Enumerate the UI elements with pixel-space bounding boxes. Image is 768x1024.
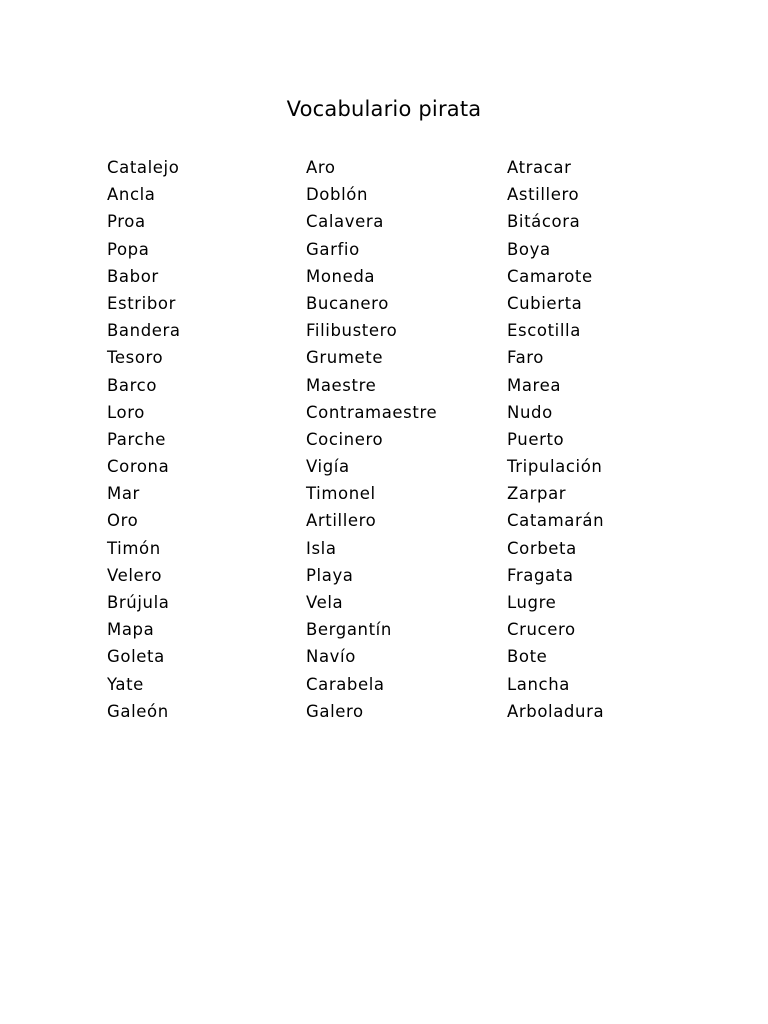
word-item: Maestre [306,375,377,395]
word-columns [0,154,768,734]
word-item: Estribor [107,293,177,313]
word-item: Corbeta [507,538,577,558]
word-item: Zarpar [507,484,567,504]
word-item: Filibustero [306,321,398,341]
word-item: Tesoro [107,348,164,368]
word-item: Bitácora [507,212,581,232]
word-item: Yate [107,674,144,694]
word-item: Playa [306,565,354,585]
word-item: Lancha [507,674,571,694]
word-item: Astillero [507,185,580,205]
word-item: Babor [107,266,159,286]
word-item: Bergantín [306,620,392,640]
word-item: Oro [107,511,139,531]
word-item: Mapa [107,620,155,640]
word-item: Goleta [107,647,165,667]
word-item: Mar [107,484,140,504]
word-item: Brújula [107,593,170,612]
word-item: Atracar [507,158,572,177]
word-item: Loro [107,402,145,422]
word-item: Vela [306,593,344,612]
word-item: Popa [107,239,150,259]
word-item: Galeón [107,701,169,721]
word-item: Aro [306,158,336,177]
word-item: Garfio [306,239,360,259]
word-item: Cubierta [507,293,583,313]
word-item: Nudo [507,402,553,422]
word-item: Lugre [507,593,557,612]
word-item: Arboladura [507,701,605,721]
word-column-1 [107,154,181,725]
word-item: Vigía [306,457,350,477]
word-item: Galero [306,701,364,721]
word-item: Puerto [507,429,565,449]
word-item: Corona [107,457,170,477]
word-item: Faro [507,348,545,368]
word-item: Contramaestre [306,402,438,422]
word-item: Tripulación [507,457,603,477]
word-item: Marea [507,375,562,395]
word-item: Velero [107,565,163,585]
word-item: Isla [306,538,337,558]
word-item: Crucero [507,620,576,640]
word-item: Bote [507,647,548,667]
word-item: Ancla [107,185,156,205]
word-item: Parche [107,429,167,449]
word-item: Fragata [507,565,574,585]
word-item: Artillero [306,511,377,531]
word-item: Bandera [107,321,181,341]
word-column-2 [306,154,437,725]
document-title: Vocabulario pirata [286,97,482,121]
word-item: Timonel [306,484,376,504]
word-item: Doblón [306,185,369,205]
word-column-3 [507,154,604,725]
word-item: Camarote [507,266,593,286]
word-item: Grumete [306,348,384,368]
word-item: Moneda [306,266,376,286]
word-item: Navío [306,647,356,667]
word-item: Timón [107,538,161,558]
word-item: Catamarán [507,511,605,531]
word-item: Catalejo [107,158,180,177]
word-item: Barco [107,375,158,395]
word-item: Escotilla [507,321,581,341]
word-item: Proa [107,212,146,232]
word-item: Calavera [306,212,384,232]
word-item: Carabela [306,674,385,694]
word-item: Bucanero [306,293,389,313]
word-item: Boya [507,239,551,259]
word-item: Cocinero [306,429,384,449]
